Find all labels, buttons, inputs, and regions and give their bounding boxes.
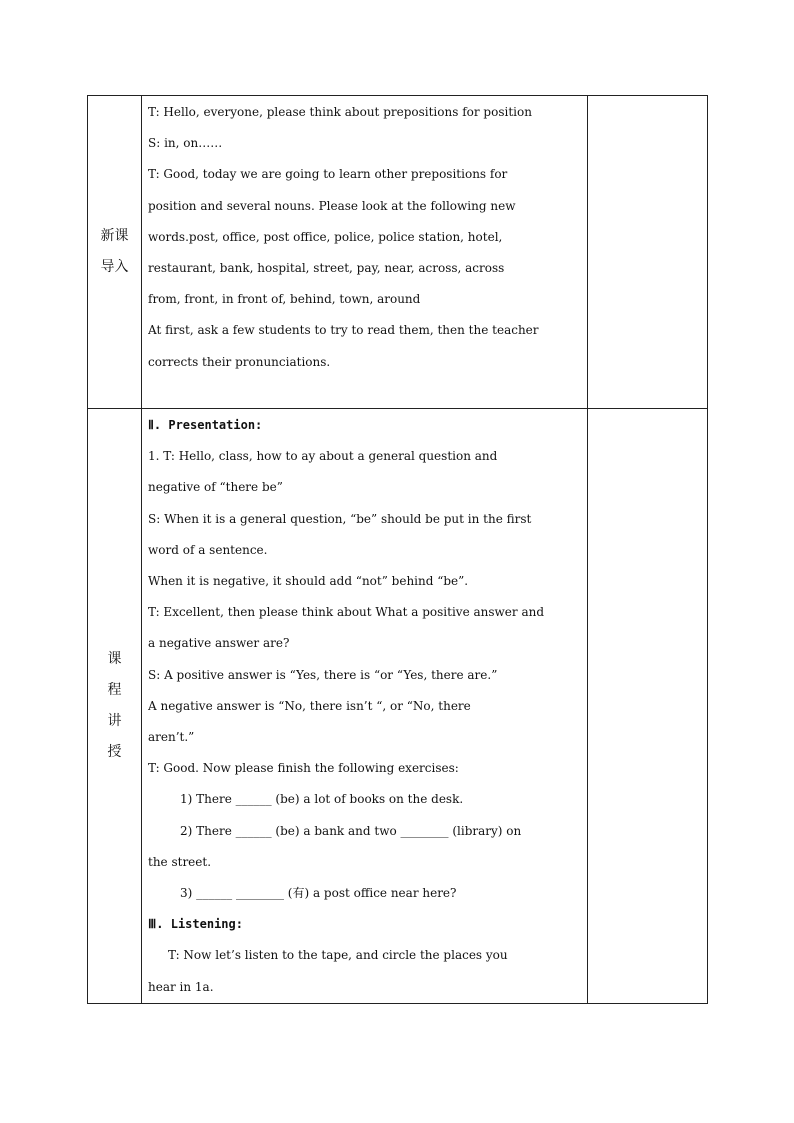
text-line: from, front, in front of, behind, town, around [148, 292, 421, 307]
text-line: corrects their pronunciations. [148, 354, 331, 369]
section-label-introduction [88, 96, 142, 409]
text-line: T: Now let’s listen to the tape, and circle the places you [168, 948, 508, 963]
text-line: negative of “there be” [148, 480, 283, 495]
text-line: S: in, on…… [148, 136, 223, 151]
notes-cell [588, 409, 708, 1004]
text-line: restaurant, bank, hospital, street, pay, near, across, across [148, 261, 505, 276]
text-line: word of a sentence. [148, 542, 268, 557]
label-line: 讲 [107, 712, 122, 729]
exercise-item: 3) ______ ________ (有) a post office near here? [180, 886, 457, 901]
section-heading-presentation: Ⅱ. Presentation: [148, 418, 263, 432]
text-line: hear in 1a. [148, 979, 214, 994]
table-row-instruction [88, 409, 708, 1004]
exercise-item-continued: the street. [148, 854, 212, 869]
label-line: 新课 [100, 228, 129, 244]
text-line: T: Excellent, then please think about What a positive answer and [148, 605, 545, 620]
section-content-introduction [142, 96, 588, 409]
section-content-instruction [142, 409, 588, 1004]
label-line: 授 [107, 743, 122, 760]
text-line: a negative answer are? [148, 636, 290, 651]
notes-cell [588, 96, 708, 409]
text-line: aren’t.” [148, 730, 195, 745]
lesson-plan-table [87, 95, 708, 1004]
text-line: T: Good, today we are going to learn other prepositions for [148, 167, 508, 182]
text-line: words.post, office, post office, police, police station, hotel, [148, 229, 503, 244]
exercise-item: 1) There ______ (be) a lot of books on the desk. [180, 792, 464, 807]
section-label-instruction [88, 409, 142, 1004]
text-line: S: A positive answer is “Yes, there is “or “Yes, there are.” [148, 667, 498, 682]
exercise-item: 2) There ______ (be) a bank and two ________ (library) on [180, 823, 522, 838]
text-line: S: When it is a general question, “be” should be put in the first [148, 511, 532, 526]
section-heading-listening: Ⅲ. Listening: [148, 917, 243, 932]
label-line: 程 [107, 681, 122, 698]
text-line: 1. T: Hello, class, how to ay about a general question and [148, 449, 498, 464]
table-row-introduction [88, 96, 708, 409]
text-line: position and several nouns. Please look at the following new [148, 198, 516, 213]
text-line: At first, ask a few students to try to read them, then the teacher [148, 323, 539, 338]
text-line: A negative answer is “No, there isn’t “, or “No, there [148, 698, 471, 713]
text-line: When it is negative, it should add “not” behind “be”. [148, 574, 469, 589]
text-line: T: Good. Now please finish the following exercises: [148, 761, 459, 776]
label-line: 导入 [100, 259, 129, 275]
text-line: T: Hello, everyone, please think about prepositions for position [148, 105, 532, 119]
label-line: 课 [107, 650, 122, 667]
